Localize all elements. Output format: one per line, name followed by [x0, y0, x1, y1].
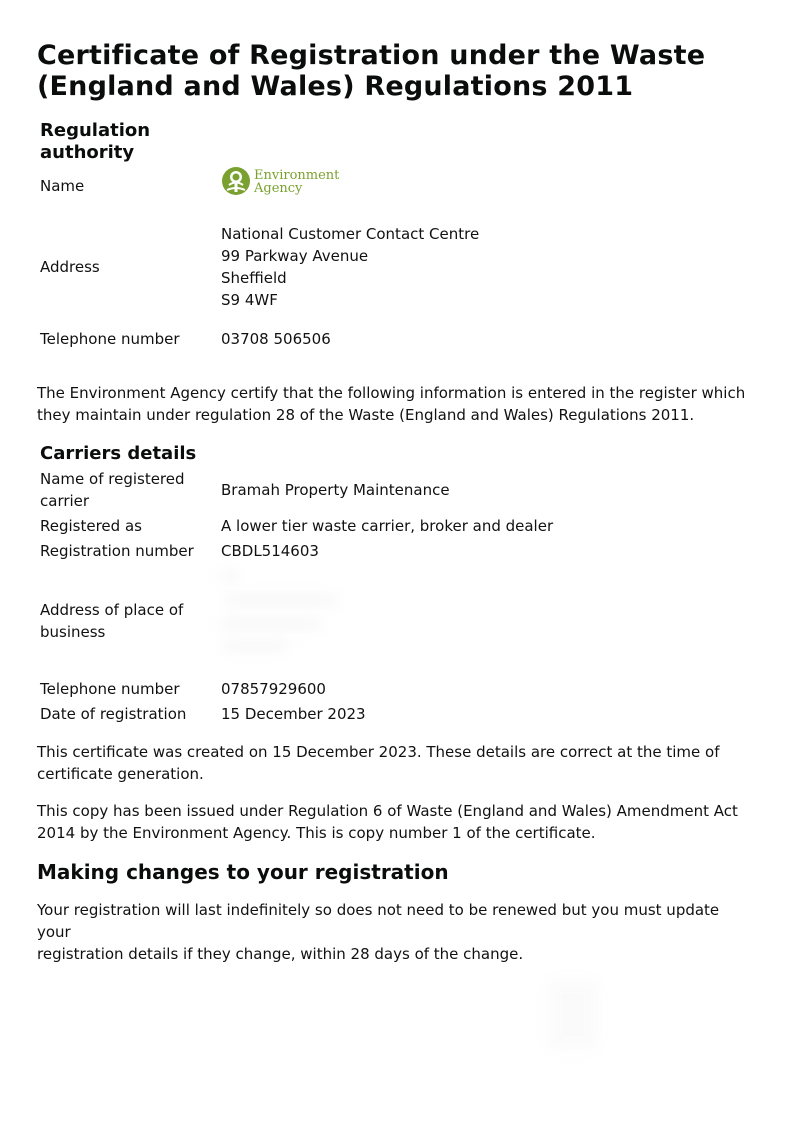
- making-changes-line: registration details if they change, within 28 days of the change.: [37, 945, 524, 963]
- regulation-authority-heading-line1: Regulation: [40, 120, 151, 141]
- redacted-business-address: [221, 568, 361, 668]
- environment-agency-logo: [221, 166, 339, 198]
- authority-address-line: National Customer Contact Centre: [221, 225, 480, 243]
- authority-address-line: S9 4WF: [221, 291, 278, 309]
- registration-date-label: Date of registration: [40, 705, 187, 723]
- making-changes-heading: Making changes to your registration: [37, 860, 449, 884]
- authority-address-label: Address: [40, 258, 100, 276]
- registration-number-label: Registration number: [40, 542, 194, 560]
- carrier-name-label: [40, 468, 185, 512]
- carrier-name-label-line1: Name of registered: [40, 470, 185, 488]
- authority-address-line: Sheffield: [221, 269, 287, 287]
- making-changes-paragraph: [37, 899, 757, 965]
- certify-line: they maintain under regulation 28 of the Waste (England and Wales) Regulations 2011.: [37, 406, 695, 424]
- page-title: [37, 40, 767, 102]
- carrier-telephone-label: Telephone number: [40, 680, 180, 698]
- carrier-telephone-value: 07857929600: [221, 680, 326, 698]
- registered-as-label: Registered as: [40, 517, 142, 535]
- authority-address: [221, 223, 479, 311]
- created-paragraph: [37, 741, 757, 785]
- registration-date-value: 15 December 2023: [221, 705, 366, 723]
- created-line: This certificate was created on 15 December 2023. These details are correct at the time of: [37, 743, 720, 761]
- logo-text-line1: Environment: [254, 168, 340, 183]
- carriers-details-heading: Carriers details: [40, 443, 197, 464]
- regulation-authority-heading: [40, 120, 150, 164]
- carrier-name-value: Bramah Property Maintenance: [221, 481, 450, 499]
- authority-telephone-value: 03708 506506: [221, 330, 331, 348]
- regulation-authority-heading-line2: authority: [40, 142, 135, 163]
- certify-line: The Environment Agency certify that the following information is entered in the register which: [37, 384, 746, 402]
- copy-line: This copy has been issued under Regulation 6 of Waste (England and Wales) Amendment Act: [37, 802, 738, 820]
- copy-paragraph: [37, 800, 757, 844]
- carrier-name-label-line2: carrier: [40, 492, 90, 510]
- authority-address-line: 99 Parkway Avenue: [221, 247, 369, 265]
- making-changes-line: Your registration will last indefinitely so does not need to be renewed but you must update your: [37, 901, 720, 941]
- authority-name-label: Name: [40, 177, 85, 195]
- business-address-label-line1: Address of place of: [40, 601, 184, 619]
- page-title-text: Certificate of Registration under the Waste (England and Wales) Regulations 2011: [37, 40, 706, 102]
- business-address-label-line2: business: [40, 623, 106, 641]
- authority-telephone-label: Telephone number: [40, 330, 180, 348]
- created-line: certificate generation.: [37, 765, 204, 783]
- background-smudge: [548, 980, 598, 1050]
- registration-number-value: CBDL514603: [221, 542, 319, 560]
- registered-as-value: A lower tier waste carrier, broker and dealer: [221, 517, 554, 535]
- environment-agency-tree-icon: [221, 166, 251, 198]
- copy-line: 2014 by the Environment Agency. This is copy number 1 of the certificate.: [37, 824, 596, 842]
- business-address-label: [40, 599, 183, 643]
- certify-paragraph: [37, 382, 757, 426]
- logo-text-line2: Agency: [254, 181, 303, 196]
